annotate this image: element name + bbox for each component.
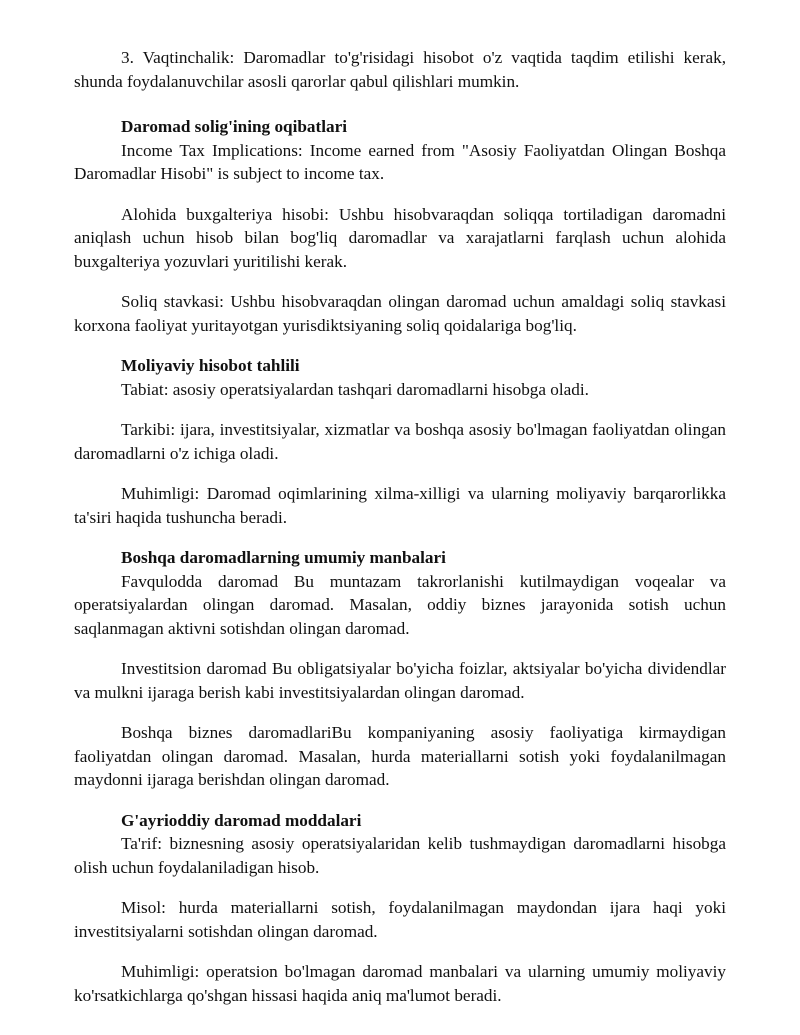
section-paragraph: Ta'rif: biznesning asosiy operatsiyalaridan kelib tushmaydigan daromadlarni hisobga olish uchun foydalaniladigan hisob. xyxy=(74,834,726,877)
section-unusual-income xyxy=(74,809,726,1008)
section-paragraph: Muhimligi: Daromad oqimlarining xilma-xilligi va ularning moliyaviy barqarorlikka ta'siri haqida tushuncha beradi. xyxy=(74,484,726,527)
section-paragraph: Investitsion daromad Bu obligatsiyalar bo'yicha foizlar, aktsiyalar bo'yicha dividendlar va mulkni ijaraga berish kabi investitsiyalardan olingan daromad. xyxy=(74,659,726,702)
section-heading: Daromad solig'ining oqibatlari xyxy=(121,117,348,136)
section-paragraph: Tarkibi: ijara, investitsiyalar, xizmatlar va boshqa asosiy bo'lmagan faoliyatdan olingan daromadlarni o'z ichiga oladi. xyxy=(74,420,726,463)
section-paragraph: Favqulodda daromad Bu muntazam takrorlanishi kutilmaydigan voqealar va operatsiyalardan olingan daromad. Masalan, oddiy biznes jarayonida sotish uchun saqlanmagan aktivni sotishdan olingan daromad. xyxy=(74,571,726,638)
section-paragraph: Tabiat: asosiy operatsiyalardan tashqari daromadlarni hisobga oladi. xyxy=(121,379,589,399)
section-paragraph: Soliq stavkasi: Ushbu hisobvaraqdan olingan daromad uchun amaldagi soliq stavkasi korxona faoliyat yuritayotgan yurisdiktsiyaning soliq qoidalariga bog'liq. xyxy=(74,292,726,335)
section-heading: G'ayrioddiy daromad moddalari xyxy=(121,810,362,830)
intro-paragraph: 3. Vaqtinchalik: Daromadlar to'g'risidagi hisobot o'z vaqtida taqdim etilishi kerak, shunda foydalanuvchilar asosli qarorlar qabul qilishlari mumkin. xyxy=(74,48,726,91)
section-paragraph: Alohida buxgalteriya hisobi: Ushbu hisobvaraqdan soliqqa tortiladigan daromadni aniqlash uchun hisob bilan bog'liq daromadlar va xarajatlarni farqlash uchun alohida buxgalteriya yozuvlari yuritilishi kerak. xyxy=(74,204,726,271)
section-income-tax xyxy=(74,115,726,337)
section-financial-analysis xyxy=(74,354,726,529)
section-paragraph: Income Tax Implications: Income earned from "Asosiy Faoliyatdan Olingan Boshqa Daromadlar Hisobi" is subject to income tax. xyxy=(74,140,726,183)
section-paragraph: Boshqa biznes daromadlariBu kompaniyaning asosiy faoliyatiga kirmaydigan faoliyatdan olingan daromad. Masalan, hurda materiallarni sotish yoki foydalanilmagan maydonni ijaraga berishdan olingan daromad. xyxy=(74,723,726,789)
section-paragraph: Misol: hurda materiallarni sotish, foydalanilmagan maydondan ijara haqi yoki investitsiyalarni sotishdan olingan daromad. xyxy=(74,898,726,941)
section-paragraph: Muhimligi: operatsion bo'lmagan daromad manbalari va ularning umumiy moliyaviy ko'rsatkichlarga qo'shgan hissasi haqida aniq ma'lumot beradi. xyxy=(74,962,726,1005)
section-heading: Boshqa daromadlarning umumiy manbalari xyxy=(121,548,446,567)
section-common-sources xyxy=(74,546,726,792)
section-heading: Moliyaviy hisobot tahlili xyxy=(121,356,300,375)
